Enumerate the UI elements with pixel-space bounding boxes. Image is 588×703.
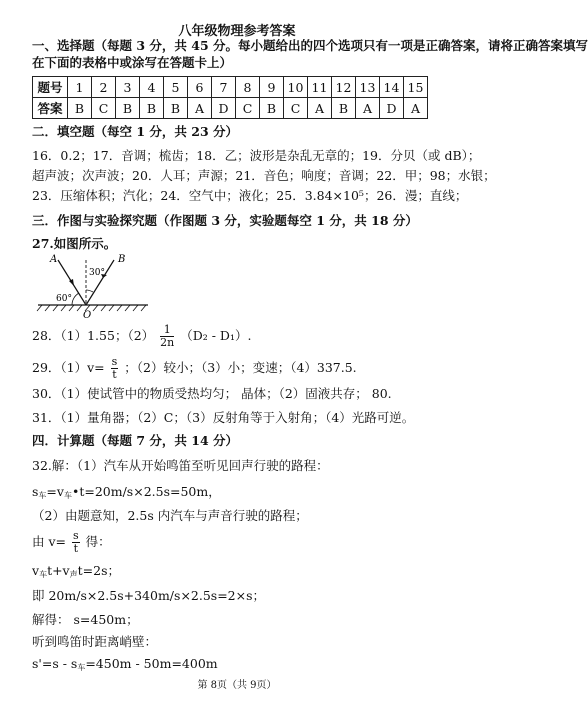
section2-line-1: 16．0.2；17．音调；梳齿；18．乙；波形是杂乱无章的；19．分贝（或 dB）； (32, 148, 481, 163)
table-cell: 6 (188, 77, 212, 98)
calc-line-1: $s_车=v_车•t=20m/s\times 2.5s=50m$， (32, 484, 221, 500)
table-cell: 12 (332, 77, 356, 98)
section1-heading-cont: 在下面的表格中或涂写在答题卡上） (32, 55, 233, 70)
angle-label-60: 60° (56, 294, 72, 304)
table-cell: D (212, 98, 236, 119)
table-cell: 3 (116, 77, 140, 98)
section2-line-2: 超声波；次声波；20．人耳；声源；21．音色；响度；音调；22．甲；98；水银； (32, 168, 496, 183)
question-32: 32.解：（1）汽车从开始鸣笛至听见回声行驶的路程： (32, 458, 329, 473)
section2-heading: 二．填空题（每空 1 分，共 23 分） (32, 124, 239, 139)
calc-line-4: $v_车t+v_声t=2s$； (32, 563, 120, 579)
answer-table (32, 76, 428, 119)
fraction-1-over-2n: $\frac{1}{2n}$ (160, 323, 175, 349)
question-31: 31．（1）量角器；（2）C；（3）反射角等于入射角；（4）光路可逆。 (32, 410, 415, 425)
table-cell: D (380, 98, 404, 119)
calc-line-8: $s'=s - s_车=450m - 50m=400m$ (32, 656, 218, 672)
question-30: 30．（1）使试管中的物质受热均匀； 晶体；（2）固液共存； 80. (32, 386, 392, 401)
table-cell: 7 (212, 77, 236, 98)
table-cell: A (404, 98, 428, 119)
calc-line-2: （2）由题意知，2.5s 内汽车与声音行驶的路程； (32, 508, 308, 523)
table-cell: B (140, 98, 164, 119)
table-cell: 4 (140, 77, 164, 98)
calc-line-6: 解得： s=450m； (32, 612, 139, 627)
table-row-answers (33, 98, 428, 119)
page-title: 八年级物理参考答案 (178, 24, 296, 39)
reflection-diagram (28, 250, 168, 325)
section2-line-3: 23．压缩体积；汽化；24．空气中；液化；25．3.84×10⁵；26．漫；直线； (32, 188, 468, 203)
table-row-numbers (33, 77, 428, 98)
row-label-number: 题号 (33, 77, 68, 98)
question-28: 28．（1）1.55；（2） $\frac{1}{2n}$ （D₂ - D₁）. (32, 323, 252, 349)
table-cell: A (188, 98, 212, 119)
section3-heading: 三．作图与实验探究题（作图题 3 分，实验题每空 1 分，共 18 分） (32, 213, 418, 228)
table-cell: 9 (260, 77, 284, 98)
angle-label-30: 30° (89, 268, 105, 278)
angle-arc-left (72, 293, 79, 305)
table-cell: A (356, 98, 380, 119)
angle-arc-right (86, 290, 93, 292)
section4-heading: 四．计算题（每题 7 分，共 14 分） (32, 433, 239, 448)
calc-line-7: 听到鸣笛时距离峭壁： (32, 634, 158, 649)
table-cell: C (236, 98, 260, 119)
table-cell: B (332, 98, 356, 119)
table-cell: C (92, 98, 116, 119)
label-a: A (50, 254, 58, 265)
question-27: 27.如图所示。 (32, 236, 117, 251)
calc-line-5: 即 20m/s×2.5s+340m/s×2.5s=2×s； (32, 588, 266, 603)
label-b: B (118, 254, 126, 265)
table-cell: B (116, 98, 140, 119)
label-o: O (83, 310, 92, 321)
page-footer: 第 8页（共 9页） (197, 680, 277, 691)
reflected-ray (86, 260, 114, 305)
section1-heading: 一、选择题（每题 3 分，共 45 分。每小题给出的四个选项只有一项是正确答案，请将正确答案填写 (32, 38, 588, 53)
row-label-answer: 答案 (33, 98, 68, 119)
table-cell: 14 (380, 77, 404, 98)
table-cell: 10 (284, 77, 308, 98)
table-cell: 15 (404, 77, 428, 98)
table-cell: 13 (356, 77, 380, 98)
incident-arrow-icon (69, 279, 74, 286)
table-cell: B (260, 98, 284, 119)
calc-line-3: 由 v= $\frac{s}{t}$ 得： (32, 529, 111, 555)
fraction-s-over-t: $\frac{s}{t}$ (111, 355, 118, 381)
table-cell: 11 (308, 77, 332, 98)
table-cell: B (164, 98, 188, 119)
table-cell: C (284, 98, 308, 119)
table-cell: 8 (236, 77, 260, 98)
table-cell: 1 (68, 77, 92, 98)
fraction-s-over-t-2: $\frac{s}{t}$ (73, 529, 79, 555)
table-cell: 5 (164, 77, 188, 98)
table-cell: 2 (92, 77, 116, 98)
table-cell: A (308, 98, 332, 119)
question-29: 29．（1）v= $\frac{s}{t}$ ；（2）较小；（3）小；变速；（4）337.5. (32, 355, 357, 381)
table-cell: B (68, 98, 92, 119)
mirror-hatching (37, 305, 146, 311)
